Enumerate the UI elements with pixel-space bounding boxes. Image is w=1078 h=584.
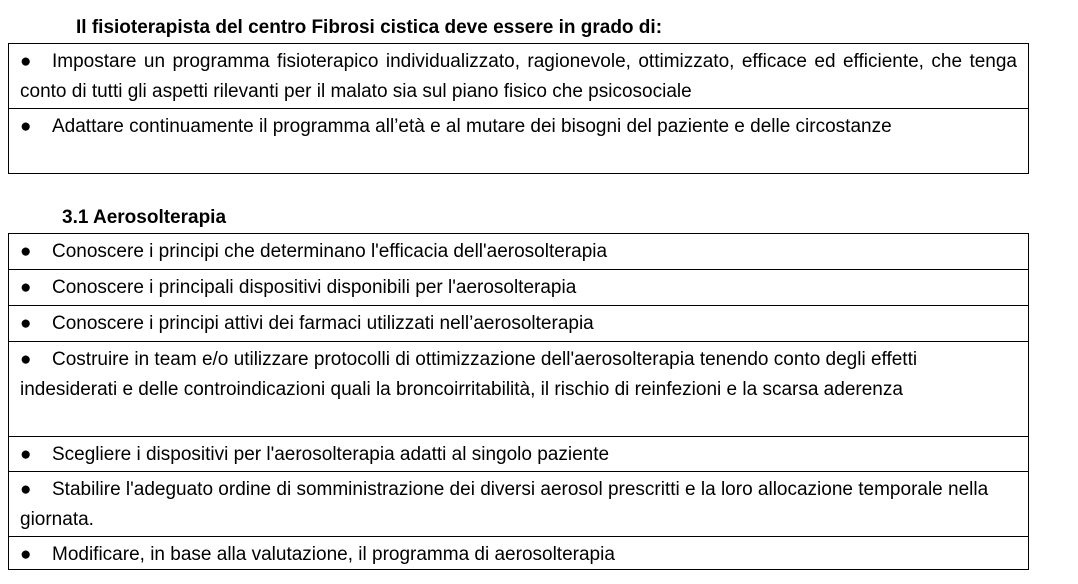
table-row	[9, 471, 1028, 536]
bullet-icon: ●	[20, 479, 32, 500]
bullet-icon: ●	[20, 116, 32, 137]
table-row	[9, 536, 1028, 569]
table-row	[9, 108, 1028, 172]
list-item-text: Adattare continuamente il programma all’età e al mutare dei bisogni del paziente e delle circostanze	[52, 116, 892, 137]
table-row	[9, 234, 1028, 269]
table-row	[9, 269, 1028, 305]
section-heading-aerosolterapia: 3.1 Aerosolterapia	[62, 207, 227, 228]
table-row	[9, 436, 1028, 471]
table-row	[9, 305, 1028, 341]
bullet-icon: ●	[20, 444, 32, 465]
list-item-text: Costruire in team e/o utilizzare protocolli di ottimizzazione dell'aerosolterapia tenendo conto degli effetti indesiderati e delle controindicazioni quali la broncoirritabilità, il rischio di reinfezioni e la scarsa aderenza	[20, 349, 918, 400]
competency-table-aerosolterapia	[8, 233, 1029, 570]
bullet-icon: ●	[20, 313, 32, 334]
list-item-text: Impostare un programma fisioterapico individualizzato, ragionevole, ottimizzato, efficace ed efficiente, che tenga conto di tutti gli aspetti rilevanti per il malato sia sul piano fisico che psicosociale	[20, 51, 1017, 102]
list-item-text: Conoscere i principali dispositivi disponibili per l'aerosolterapia	[52, 277, 577, 298]
table-row	[9, 341, 1028, 436]
list-item-text: Modificare, in base alla valutazione, il programma di aerosolterapia	[52, 544, 615, 565]
bullet-icon: ●	[20, 51, 32, 72]
bullet-icon: ●	[20, 277, 32, 298]
list-item-text: Conoscere i principi attivi dei farmaci utilizzati nell’aerosolterapia	[52, 313, 594, 334]
section-heading-physiotherapist: Il fisioterapista del centro Fibrosi cistica deve essere in grado di:	[76, 17, 663, 38]
competency-table-general	[8, 43, 1029, 174]
list-item-text: Conoscere i principi che determinano l'efficacia dell'aerosolterapia	[52, 241, 608, 262]
bullet-icon: ●	[20, 349, 32, 370]
table-row	[9, 44, 1028, 108]
list-item-text: Scegliere i dispositivi per l'aerosolterapia adatti al singolo paziente	[52, 444, 610, 465]
list-item-text: Stabilire l'adeguato ordine di somministrazione dei diversi aerosol prescritti e la loro allocazione temporale nella giornata.	[20, 479, 989, 530]
bullet-icon: ●	[20, 241, 32, 262]
bullet-icon: ●	[20, 544, 32, 565]
